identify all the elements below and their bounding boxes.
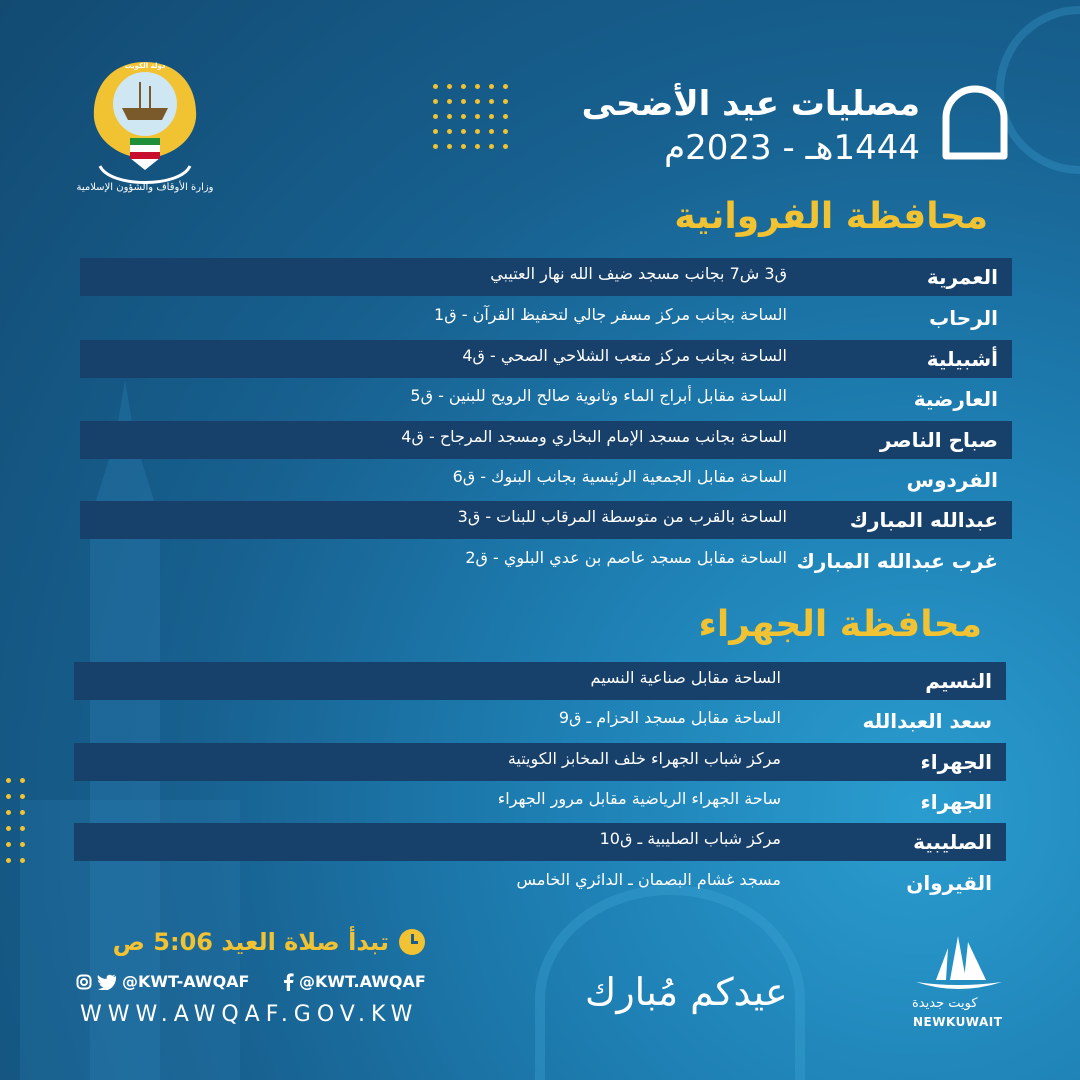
location-text: الساحة مقابل الجمعية الرئيسية بجانب البنوك - ق6 xyxy=(452,466,787,486)
crest-text: دولة الكويت xyxy=(124,62,166,70)
new-kuwait-logo-icon xyxy=(910,930,1006,996)
area-name: الجهراء xyxy=(920,750,992,774)
area-name: الرحاب xyxy=(929,306,998,330)
table-row xyxy=(80,380,1012,418)
page-subtitle: 1444هـ - 2023م xyxy=(664,128,920,168)
prayer-time xyxy=(113,928,425,956)
social-handles-1[interactable] xyxy=(76,972,249,991)
mosque-arch-icon xyxy=(940,84,1010,160)
location-text: الساحة بجانب مسجد الإمام البخاري ومسجد المرجاح - ق4 xyxy=(401,426,787,446)
ministry-name: وزارة الأوقاف والشؤون الإسلامية xyxy=(76,182,214,193)
table-row xyxy=(80,542,1012,580)
jahra-heading: محافظة الجهراء xyxy=(698,604,982,645)
eid-greeting: عيدكم مُبارك xyxy=(585,970,788,1014)
area-name: صباح الناصر xyxy=(879,428,998,452)
handle-text[interactable]: @KWT.AWQAF xyxy=(299,972,426,991)
website-link[interactable]: WWW.AWQAF.GOV.KW xyxy=(80,1002,419,1027)
twitter-icon[interactable] xyxy=(97,974,117,990)
area-name: العمرية xyxy=(926,265,998,289)
area-name: النسيم xyxy=(925,669,992,693)
decorative-dots-left xyxy=(6,778,25,863)
area-name: الجهراء xyxy=(920,790,992,814)
decorative-dots-top xyxy=(433,84,508,149)
ministry-logo xyxy=(70,58,220,198)
area-name: أشبيلية xyxy=(926,347,998,371)
location-text: الساحة بالقرب من متوسطة المرقاب للبنات - ق3 xyxy=(457,506,787,526)
table-row xyxy=(74,864,1006,902)
facebook-icon[interactable] xyxy=(282,973,294,991)
location-text: مركز شباب الجهراء خلف المخابز الكويتية xyxy=(507,748,781,768)
location-text: الساحة مقابل أبراج الماء وثانوية صالح الرويح للبنين - ق5 xyxy=(410,385,787,405)
clock-icon xyxy=(399,929,425,955)
new-kuwait-label: NEWKUWAIT xyxy=(913,1015,1003,1029)
table-row xyxy=(80,340,1012,378)
location-text: الساحة بجانب مركز مسفر جالي لتحفيظ القرآن - ق1 xyxy=(434,304,787,324)
location-text: ق3 ش7 بجانب مسجد ضيف الله نهار العتيبي xyxy=(490,263,787,283)
new-kuwait-arabic: كويت جديدة xyxy=(912,996,978,1011)
location-text: الساحة مقابل صناعية النسيم xyxy=(590,667,781,687)
table-row xyxy=(80,501,1012,539)
location-text: الساحة مقابل مسجد عاصم بن عدي البلوي - ق2 xyxy=(465,547,787,567)
location-text: مسجد غشام البصمان ـ الدائري الخامس xyxy=(516,869,781,889)
instagram-icon[interactable] xyxy=(76,974,92,990)
kuwait-emblem-icon xyxy=(70,58,220,198)
area-name: غرب عبدالله المبارك xyxy=(796,549,998,573)
table-row xyxy=(74,743,1006,781)
location-text: مركز شباب الصليبية ـ ق10 xyxy=(599,828,781,848)
table-row xyxy=(80,461,1012,499)
handle-text[interactable]: @KWT-AWQAF xyxy=(122,972,250,991)
area-name: الصليبية xyxy=(913,830,992,854)
farwaniya-heading: محافظة الفروانية xyxy=(674,196,988,237)
table-row xyxy=(80,258,1012,296)
page-title: مصليات عيد الأضحى xyxy=(581,84,920,124)
table-row xyxy=(74,823,1006,861)
table-row xyxy=(80,299,1012,337)
area-name: القيروان xyxy=(906,871,992,895)
area-name: عبدالله المبارك xyxy=(849,508,998,532)
table-row xyxy=(74,783,1006,821)
table-row xyxy=(74,662,1006,700)
location-text: الساحة بجانب مركز متعب الشلاحي الصحي - ق4 xyxy=(462,345,787,365)
area-name: الفردوس xyxy=(906,468,998,492)
area-name: سعد العبدالله xyxy=(862,709,992,733)
location-text: ساحة الجهراء الرياضية مقابل مرور الجهراء xyxy=(497,788,781,808)
table-row xyxy=(80,421,1012,459)
prayer-time-text: تبدأ صلاة العيد 5:06 ص xyxy=(112,928,389,956)
social-handles-2[interactable] xyxy=(282,972,426,991)
location-text: الساحة مقابل مسجد الحزام ـ ق9 xyxy=(558,707,781,727)
area-name: العارضية xyxy=(913,387,998,411)
table-row xyxy=(74,702,1006,740)
